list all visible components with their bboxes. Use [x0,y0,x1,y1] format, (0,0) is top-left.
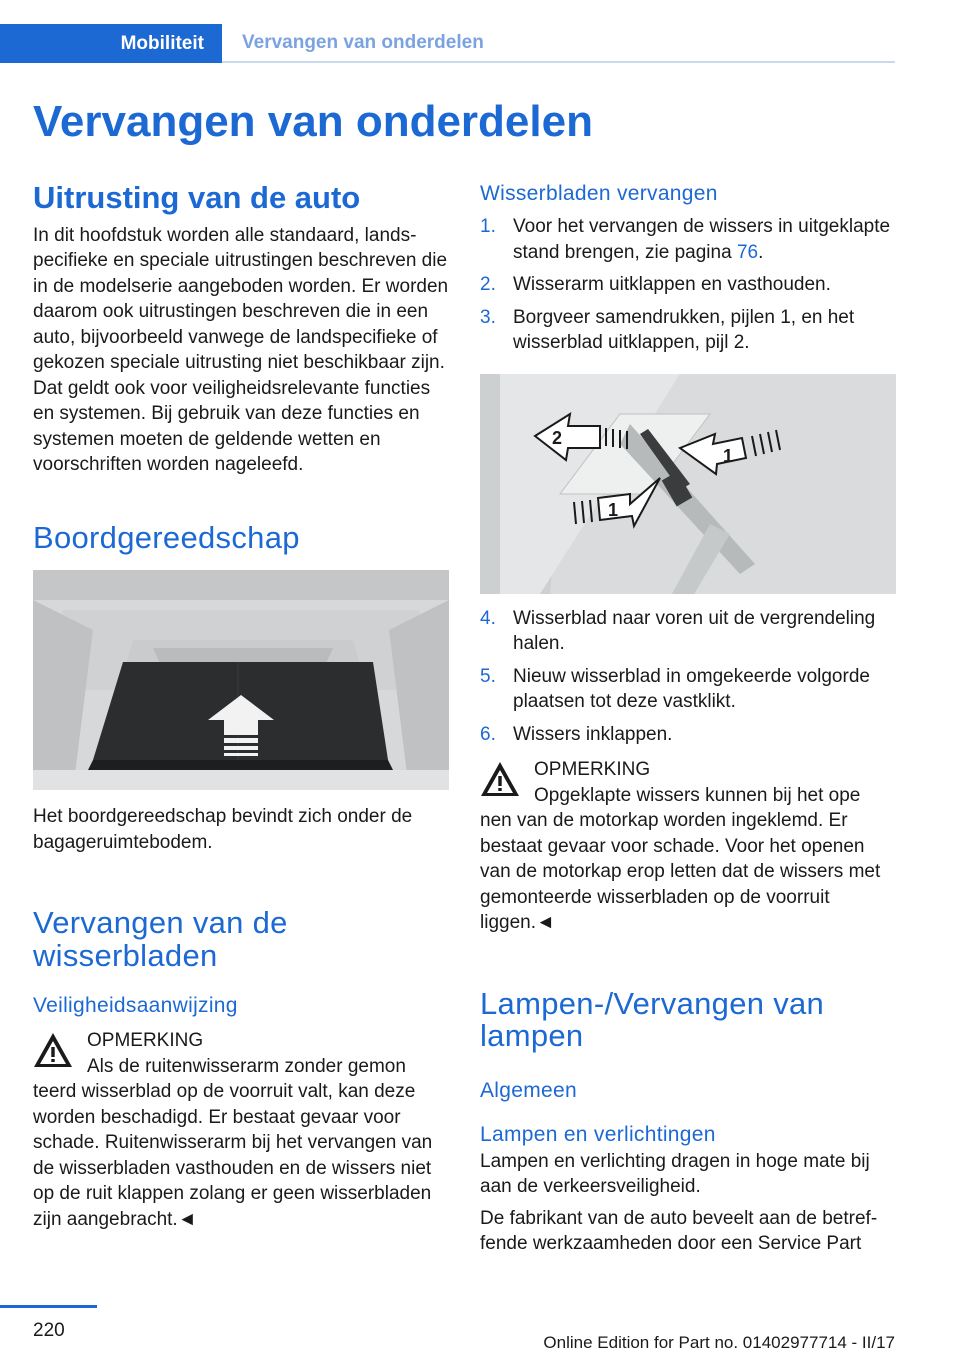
equipment-heading: Uitrusting van de auto [33,180,361,215]
step-text: Wisserblad naar voren uit de vergrendeling halen. [513,607,876,654]
lamps-p2: De fabrikant van de auto beveelt aan de betreffende werkzaamheden door een Service Part [480,1207,878,1255]
warning-label: OPMERKING [87,1030,204,1052]
step-text: Voor het vervangen de wissers in uitgeklapte stand brengen, zie pagina 76. [513,216,891,263]
list-item [480,272,896,298]
step-number: 6. [480,723,496,745]
arrow-label-1a: 1 [723,445,734,466]
header-divider [222,61,895,63]
list-item [480,664,896,715]
step-text: Wisserarm uitklappen en vasthouden. [513,274,831,295]
warning-icon [480,761,520,797]
arrow-label-1b: 1 [608,499,619,520]
trunk-tool-photo [33,570,449,790]
lamps-heading: Lampen-/Vervangen van lampen [480,985,825,1054]
lamps-p1: Lampen en verlichting dragen in hoge mate bij aan de verkeersveiligheid. [480,1150,870,1198]
step-number: 2. [480,274,496,295]
warning-text-first: Opgeklapte wissers kunnen bij het ope [534,784,861,806]
breadcrumb[interactable]: Vervangen van onderdelen [242,32,484,53]
page-link[interactable]: 76 [736,241,759,263]
edition-note: Online Edition for Part no. 01402977714 - II/17 [543,1333,895,1352]
list-item [480,305,896,356]
step-text: Nieuw wisserblad in omgekeerde volgorde plaatsen tot deze vastklikt. [513,665,870,712]
wiper-blade-diagram [480,374,896,594]
warning-icon [33,1032,73,1068]
step-number: 5. [480,665,496,687]
list-item [480,606,896,657]
general-heading: Algemeen [480,1078,577,1102]
list-item [480,722,896,748]
safety-heading: Veiligheidsaanwijzing [33,994,238,1018]
list-item [480,214,896,265]
fold-warning [480,757,896,936]
page-title: Vervangen van onderdelen [33,97,593,146]
tools-caption: Het boordgereedschap bevindt zich onder de bagageruimtebodem. [33,806,413,853]
arrow-label-2: 2 [552,427,563,448]
replace-heading: Wisserbladen vervangen [480,182,718,205]
step-text: Borgveer samendrukken, pijlen 1, en het wisserblad uitklappen, pijl 2. [513,306,855,353]
step-number: 4. [480,607,496,629]
section-tab[interactable]: Mobiliteit [0,24,222,63]
equipment-body: In dit hoofdstuk worden alle standaard, landspecifieke en speciale uitrustingen beschreven die in de modelserie aangeboden worden. Er worden daarom ook uitrustingen beschreven die in een auto, bijvoorbeeld vanwege de landspecifieke of gekozen speciale uitrusting niet beschikbaar zijn. Dat geldt ook voor veiligheidsrelevante functies en systemen. Bij gebruik van deze functies en systemen moeten de geldende wetten en voorschriften worden nageleefd. [33,224,449,476]
warning-text-first: Als de ruitenwisserarm zonder gemon [87,1055,406,1077]
steps-list-a [480,214,896,356]
warning-text: nen van de motorkap worden ingeklemd. Er bestaat gevaar voor schade. Voor het openen van de motorkap erop letten dat de wissers met gemonteerde wisserbladen op de voorruit liggen.◄ [480,810,881,933]
footer-divider [0,1305,97,1308]
wipers-heading: Vervangen van de wisserbladen [33,905,288,973]
lamps-subheading: Lampen en verlichtingen [480,1122,716,1146]
page-number: 220 [33,1320,65,1341]
right-column [480,182,896,1257]
tools-heading: Boordgereedschap [33,519,300,555]
warning-label: OPMERKING [534,759,651,780]
step-number: 1. [480,216,496,237]
step-number: 3. [480,306,496,328]
step-text: Wissers inklappen. [513,723,673,745]
steps-list-b [480,606,896,748]
warning-text: teerd wisserblad op de voorruit valt, kan deze worden beschadigd. Er bestaat gevaar voor schade. Ruitenwisserarm bij het vervangen van de wisserbladen vasthouden en de wissers niet op de ruit klappen zolang er geen wisserbladen zijn aangebracht.◄ [33,1081,433,1230]
wiper-warning [33,1028,449,1232]
left-column [33,182,449,1232]
